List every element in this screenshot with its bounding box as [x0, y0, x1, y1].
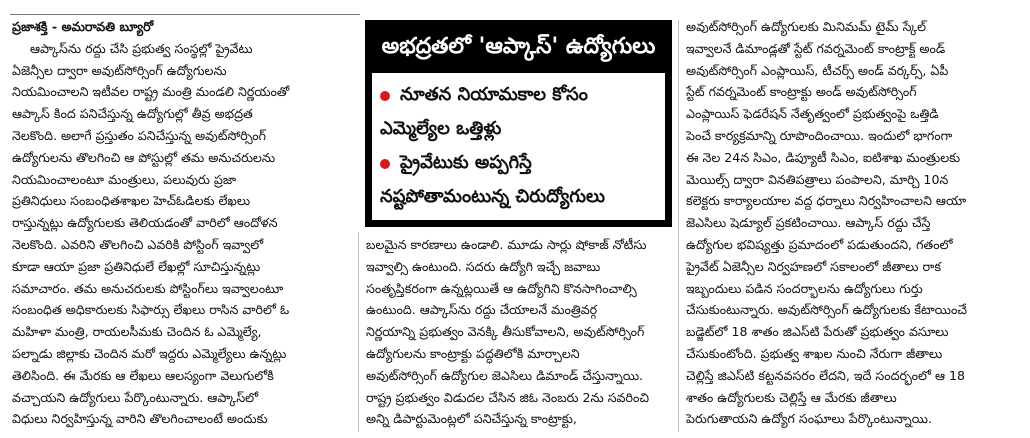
- article-column-2: [366, 234, 672, 430]
- bullet-icon: [380, 91, 390, 101]
- body-line: విధులు నిర్వహిస్తున్న వారిని తొలగించాలంటే అందుకు: [12, 411, 268, 427]
- body-line: అవుట్‌సోర్సింగ్‌ ఎంప్లాయిస్‌, టీచర్స్‌ అండ్‌ వర్కర్స్‌, ఏపీ: [686, 62, 949, 78]
- article-column-1: [12, 16, 352, 430]
- body-line: ఆప్కాస్‌ను రద్దు చేసి ప్రభుత్వ సంస్థల్లో ప్రైవేటు: [30, 40, 253, 56]
- body-line: నియమించాలని ఇటీవల రాష్ట్ర మంత్రి మండలి నిర్ణయంతో: [12, 84, 290, 100]
- headline: అభద్రతలో 'ఆప్కాస్‌' ఉద్యోగులు: [381, 34, 656, 59]
- body-line: ఉద్యోగుల భవిష్యత్తు ప్రమాదంలో పడుతుందని, గతంలో: [686, 236, 953, 252]
- body-line: అవుట్‌సోర్సింగ్‌ ఉద్యోగులకు మినిమమ్‌ టైమ్‌ స్కేల్‌: [686, 19, 927, 34]
- body-line: వచ్చాయని ఉద్యోగులు పేర్కొంటున్నారు. ఆప్కాస్‌లో: [12, 389, 259, 405]
- body-line: చేసుకుంటున్నారు. అవుట్‌సోర్సింగ్‌ ఉద్యోగులకు కేటాయించే: [686, 302, 967, 318]
- column-divider-right: [678, 20, 679, 432]
- subheading-panel: [372, 73, 665, 220]
- subheading-line: ప్రైవేటుకు అప్పగిస్తే: [400, 152, 532, 173]
- body-line: సంబంధిత అధికారులకు సిఫార్సు లేఖలు రాసిన వారిలో ఓ: [12, 302, 290, 318]
- body-line: ఈ నెల 24న సిఎం, డిప్యూటీ సిఎం, ఐటిశాఖ మంత్రులకు: [686, 149, 961, 165]
- body-line: అన్ని డిపార్టుమెంట్లలో పనిచేస్తున్న కాంట్రాక్టు,: [366, 411, 577, 427]
- body-line: ఉద్యోగులను తొలగించి ఆ పోస్టుల్లో తమ అనుచరులను: [12, 149, 276, 165]
- subheading-line: నూతన నియామకాల కోసం: [400, 84, 588, 105]
- body-line: చెల్లిస్తే జిఎస్‌టి కట్టనవసరం లేదని, ఇదే సందర్భంలో ఆ 18: [686, 367, 966, 383]
- body-line: ప్రైవేట్‌ ఏజెన్సీల నిర్వహణలో సకాలంలో జీతాలు రాక: [686, 258, 941, 274]
- body-line: మహిళా మంత్రి, రాయలసీమకు చెందిన ఓ ఎమ్మెల్యే,: [12, 324, 262, 340]
- body-line: ప్రతినిధులు సంబంధితశాఖల హెచ్‌ఓడిలకు లేఖలు: [12, 193, 251, 209]
- body-line: సంతృప్తికరంగా ఉన్నట్లయితే ఆ ఉద్యోగిని కొనసాగించాల్సి: [366, 280, 637, 296]
- byline: ప్రజాశక్తి - అమరావతి బ్యూరో: [12, 19, 154, 34]
- body-line: బలమైన కారణాలు ఉండాలి. మూడు సార్లు షోకాజ్‌ నోటీసు: [366, 237, 647, 252]
- body-line: ఏజెన్సీల ద్వారా అవుట్‌సోర్సింగ్‌ ఉద్యోగులను: [12, 62, 227, 78]
- body-line: ఇవ్వాలనే డిమాండ్లతో స్టేట్‌ గవర్నమెంట్‌ కాంట్రాక్ట్‌ అండ్‌: [686, 40, 946, 56]
- headline-box: [365, 20, 672, 227]
- body-line: పల్నాడు జిల్లాకు చెందిన మరో ఇద్దరు ఎమ్మెల్యేలు ఉన్నట్లు: [12, 345, 287, 361]
- body-line: రాష్ట్ర ప్రభుత్వం విడుదల చేసిన జిఓ నెంబరు 2ను సవరించి: [366, 389, 649, 405]
- body-line: నిర్ణయాన్ని ప్రభుత్వం వెనక్కి తీసుకోవాలని, అవుట్‌సోర్సింగ్‌: [366, 324, 645, 340]
- body-line: రాస్తున్నట్లు ఉద్యోగులకు తెలియడంతో వారిలో ఆందోళన: [12, 215, 278, 231]
- body-line: శాతం ఉద్యోగులకు చెల్లిస్తే ఆ మేరకు జీతాలు: [686, 389, 897, 405]
- column-divider-left: [358, 232, 359, 432]
- subheading-line: నష్టపోతామంటున్న చిరుద్యోగులు: [380, 186, 605, 207]
- body-line: నెలకొంది. ఎవరిని తొలగించి ఎవరికి పోస్టింగ్‌ ఇవ్వాలో: [12, 236, 264, 252]
- body-line: ఆప్కాస్‌ కింద పనిచేస్తున్న ఉద్యోగుల్లో తీవ్ర అభద్రత: [12, 106, 253, 122]
- subheading-line: ఎమ్మెల్యేల ఒత్తిళ్లు: [380, 118, 502, 139]
- body-line: ఉంటుంది. ఆప్కాస్‌ను రద్దు చేయాలనే మంత్రివర్గ: [366, 302, 598, 318]
- body-line: తెలిసింది. ఈ మేరకు ఆ లేఖలు ఆలస్యంగా వెలుగులోకి: [12, 367, 274, 383]
- top-rule: [10, 14, 360, 15]
- body-line: నియమించాలంటూ మంత్రులు, పలువురు ప్రజా: [12, 171, 237, 187]
- body-line: బడ్జెట్‌లో 18 శాతం జిఎస్‌టి పేరుతో ప్రభుత్వం వసూలు: [686, 324, 949, 340]
- body-line: నెలకొంది. అలాగే ప్రస్తుతం పనిచేస్తున్న అవుట్‌సోర్సింగ్‌: [12, 127, 267, 143]
- body-line: పెంచే కార్యక్రమాన్ని రూపొందించాయి. ఇందులో భాగంగా: [686, 127, 953, 143]
- body-line: అవుట్‌సోర్సింగ్‌ ఉద్యోగుల జెఎసిలు డిమాండ్‌ చేస్తున్నాయి.: [366, 367, 644, 383]
- body-line: కూడా ఆయా ప్రజా ప్రతినిధులే లేఖల్లో సూచిస్తున్నట్లు: [12, 258, 261, 274]
- body-line: ఎంప్లాయిస్‌ ఫెడరేషన్‌ నేతృత్వంలో ప్రభుత్వంపై ఒత్తిడి: [686, 106, 939, 122]
- body-line: స్టేట్‌ గవర్నమెంట్‌ కాంట్రాక్టు అండ్‌ అవుట్‌సోర్సింగ్‌: [686, 84, 917, 100]
- bullet-icon: [380, 159, 390, 169]
- article-column-3: [686, 16, 1022, 430]
- body-line: కలెక్టరు కార్యాలయాల వద్ద ధర్నాలు నిర్వహించాలని ఆయా: [686, 193, 967, 209]
- body-line: మెయిల్స్‌ ద్వారా వినతిపత్రాలు పంపాలని, మార్చి 10న: [686, 171, 949, 187]
- body-line: ఇబ్బందులు పడిన సందర్భాలను ఉద్యోగులు గుర్తు: [686, 280, 923, 296]
- body-line: జెఎసిలు షెడ్యూల్‌ ప్రకటించాయి. ఆప్కాస్‌ రద్దు చేస్తే: [686, 215, 931, 231]
- body-line: చేసుకుంటోంది. ప్రభుత్వ శాఖల నుంచి నేరుగా జీతాలు: [686, 345, 943, 361]
- body-line: పెరుగుతాయని ఉద్యోగ సంఘాలు పేర్కొంటున్నాయి.: [686, 411, 932, 427]
- body-line: ఇవ్వాల్సి ఉంటుంది. సదరు ఉద్యోగి ఇచ్చే జవాబు: [366, 258, 601, 274]
- body-line: ఉద్యోగులను కాంట్రాక్టు పద్ధతిలోకి మార్చాలని: [366, 345, 580, 361]
- body-line: సమాచారం. తమ అనుచరులకు పోస్టింగ్‌లు ఇవ్వాలంటూ: [12, 280, 284, 296]
